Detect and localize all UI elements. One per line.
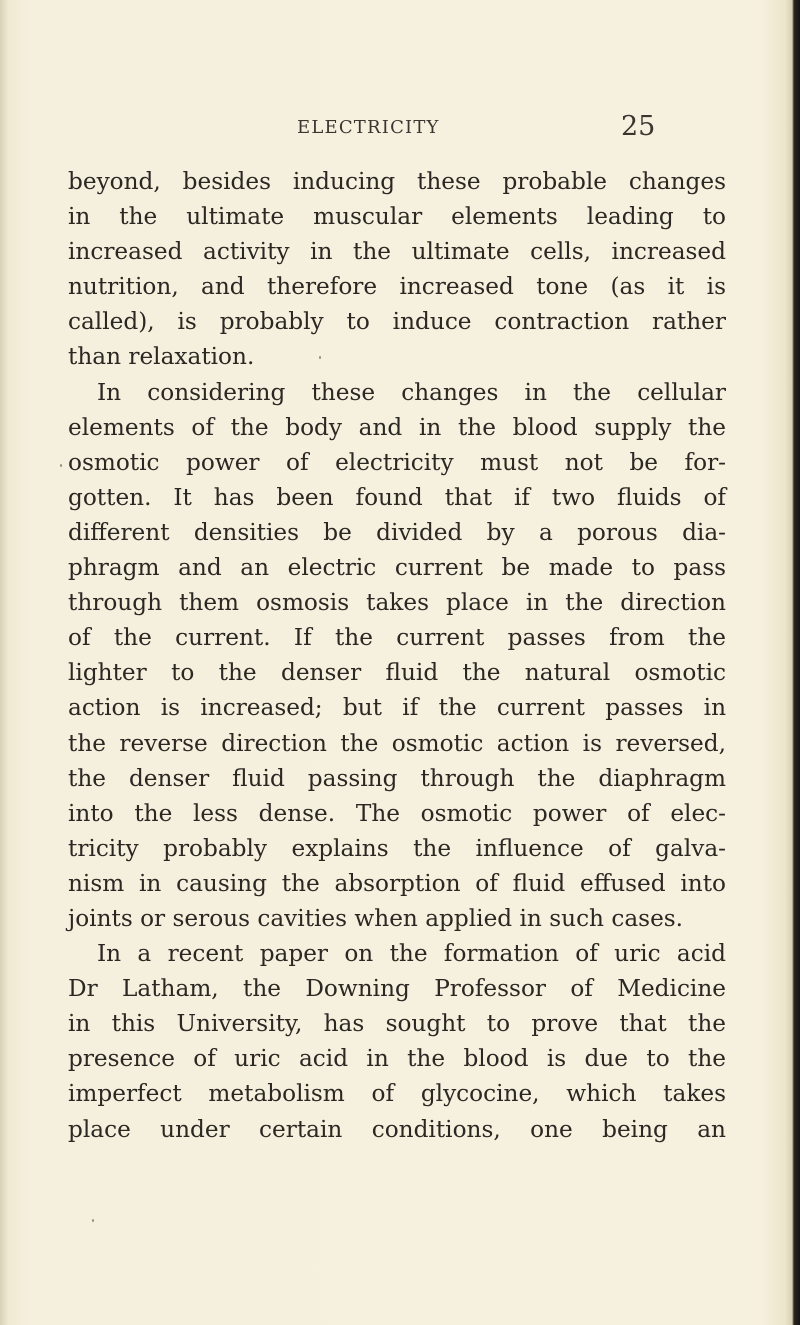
- paper-speck: [92, 1219, 94, 1222]
- text-line: nism in causing the absorption of fluid effused into: [68, 869, 726, 897]
- text-line: of the current. If the current passes from the: [68, 624, 726, 652]
- text-line: joints or serous cavities when applied in such cases.: [68, 904, 684, 932]
- text-line: place under certain conditions, one being an: [68, 1115, 726, 1143]
- text-line: gotten. It has been found that if two fluids of: [68, 483, 726, 511]
- text-line: into the less dense. The osmotic power of elec-: [68, 799, 726, 827]
- text-line: increased activity in the ultimate cells, increased: [68, 238, 726, 266]
- text-line: than relaxation.: [68, 343, 255, 371]
- text-line: through them osmosis takes place in the direction: [68, 589, 726, 617]
- text-line: tricity probably explains the influence of galva-: [68, 834, 726, 862]
- text-line: in the ultimate muscular elements leading to: [68, 203, 726, 231]
- text-line: In considering these changes in the cellular: [97, 378, 726, 406]
- text-line: different densities be divided by a porous dia-: [68, 518, 726, 546]
- text-line: beyond, besides inducing these probable changes: [68, 168, 726, 195]
- text-line: elements of the body and in the blood supply the: [68, 413, 726, 441]
- text-line: nutrition, and therefore increased tone (as it is: [68, 273, 726, 301]
- text-line: called), is probably to induce contraction rather: [68, 308, 726, 336]
- running-head: ELECTRICITY: [297, 117, 440, 138]
- text-line: the reverse direction the osmotic action is reversed,: [68, 729, 726, 757]
- text-line: phragm and an electric current be made to pass: [68, 554, 726, 582]
- paper-speck: [319, 356, 321, 359]
- text-line: imperfect metabolism of glycocine, which takes: [68, 1080, 726, 1108]
- text-line: Dr Latham, the Downing Professor of Medicine: [68, 975, 726, 1003]
- text-line: in this University, has sought to prove that the: [68, 1010, 726, 1038]
- text-line: osmotic power of electricity must not be for-: [68, 448, 726, 476]
- text-line: presence of uric acid in the blood is due to the: [68, 1045, 726, 1073]
- page-number: 25: [621, 111, 656, 142]
- page-gutter-edge: [0, 0, 8, 1325]
- text-line: action is increased; but if the current passes in: [68, 694, 726, 722]
- text-line: lighter to the denser fluid the natural osmotic: [68, 659, 726, 687]
- text-line: In a recent paper on the formation of uric acid: [97, 940, 726, 968]
- text-line: the denser fluid passing through the diaphragm: [68, 764, 726, 792]
- paper-speck: [60, 464, 62, 467]
- body-text: [68, 164, 758, 1147]
